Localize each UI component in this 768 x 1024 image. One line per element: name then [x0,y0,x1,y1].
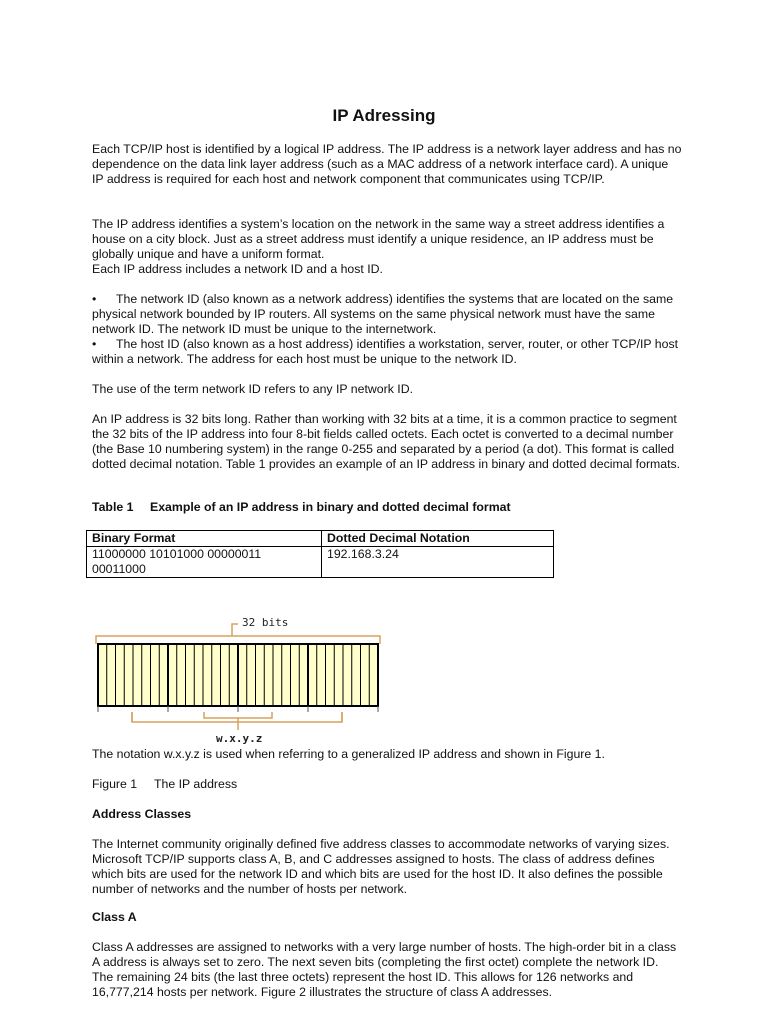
paragraph-notation: The notation w.x.y.z is used when referring to a generalized IP address and shown in Figure 1. [92,747,605,761]
top-bracket [96,636,380,644]
figure-top-label: 32 bits [242,616,289,629]
table-header-dotted: Dotted Decimal Notation [322,531,554,547]
heading-address-classes: Address Classes [92,807,192,821]
heading-class-a: Class A [92,910,137,924]
bullet-network-id [92,292,682,337]
table-caption-text: Example of an IP address in binary and dotted decimal format [150,500,511,514]
paragraph-class-a: Class A addresses are assigned to networks with a very large number of hosts. The high-order bit in a class A address is always set to zero. The next seven bits (completing the first octet) complete the network ID. The remaining 24 bits (the last three octets) represent the host ID. This allows for 126 networks and 16,777,214 hosts per network. Figure 2 illustrates the structure of class A addresses. [92,940,677,999]
figure-bottom-label: w.x.y.z [216,732,263,745]
page-title: IP Adressing [332,106,436,125]
paragraph-32-bits: An IP address is 32 bits long. Rather than working with 32 bits at a time, it is a common practice to segment the 32 bits of the IP address into four 8-bit fields called octets. Each octet is converted to a decimal number (the Base 10 numbering system) in the range 0-255 and separated by a period (a dot). This format is called dotted decimal notation. Table 1 provides an example of an IP address in binary and dotted decimal formats. [92,412,681,471]
bottom-bracket-outer [132,712,342,722]
table-header-binary: Binary Format [87,531,322,547]
table-caption [92,500,511,515]
bullet-text: The network ID (also known as a network address) identifies the systems that are located on the same physical network bounded by IP routers. All systems on the same physical network must have the same network ID. The network ID must be unique to the internetwork. [92,292,674,336]
paragraph-network-id-term: The use of the term network ID refers to any IP network ID. [92,382,413,396]
top-bracket-stem [232,624,238,636]
table-cell-dotted: 192.168.3.24 [322,547,554,578]
bottom-bracket-sides [132,712,342,722]
bullet-glyph: • [92,292,97,306]
bullet-host-id [92,337,682,367]
figure-caption-text: The IP address [154,777,238,791]
paragraph-location: The IP address identifies a system’s location on the network in the same way a street address identifies a house on a city block. Just as a street address must identify a unique residence, an IP address must be globally unique and have a uniform format. [92,217,665,261]
paragraph-ids: Each IP address includes a network ID and a host ID. [92,262,383,276]
ip-address-figure [92,612,392,747]
paragraph-address-classes: The Internet community originally defined five address classes to accommodate networks of varying sizes. Microsoft TCP/IP supports class A, B, and C addresses assigned to hosts. The class of address defines which bits are used for the network ID and which bits are used for the host ID. It also defines the possible number of networks and the number of hosts per network. [92,837,670,896]
figure-caption-number: Figure 1 [92,777,138,791]
table-row [87,547,554,578]
paragraph-intro: Each TCP/IP host is identified by a logical IP address. The IP address is a network layer address and has no dependence on the data link layer address (such as a MAC address of a network interface card). A unique IP address is required for each host and network component that communicates using TCP/IP. [92,142,682,186]
figure-caption [92,777,237,792]
table-caption-number: Table 1 [92,500,134,514]
bottom-bracket-inner [204,712,272,718]
table-header-row [87,531,554,547]
bullet-text: The host ID (also known as a host address) identifies a workstation, server, router, or other TCP/IP host within a network. The address for each host must be unique to the network ID. [92,337,679,366]
bullet-glyph: • [92,337,97,351]
table-cell-binary: 11000000 10101000 00000011 00011000 [87,547,322,578]
ip-example-table [86,530,554,578]
